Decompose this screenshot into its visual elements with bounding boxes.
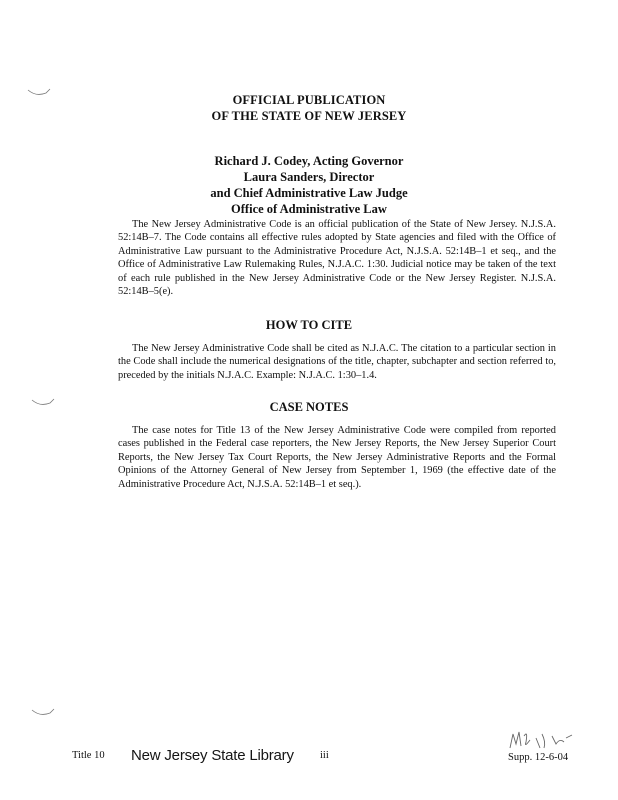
- office-line: Office of Administrative Law: [231, 202, 387, 216]
- director-line: Laura Sanders, Director: [243, 170, 375, 184]
- intro-text: The New Jersey Administrative Code is an official publication of the State of New Jersey. N.J.S.A. 52:14B–7. The Code contains all effective rules adopted by State agencies and filed with the Office of Administrative Law pursuant to the Administrative Procedure Act, N.J.S.A. 52:14B–1 et seq., and the Office of Administrative Law Rulemaking Rules, N.J.A.C. 1:30. Judicial notice may be taken of the text of each rule published in the New Jersey Administrative Code or the New Jersey Register. N.J.S.A. 52:14B–5(e).: [118, 219, 556, 298]
- page-number: iii: [320, 750, 329, 761]
- handwritten-initials: [506, 726, 576, 754]
- title-line-1: OFFICIAL PUBLICATION: [232, 93, 386, 107]
- how-to-cite-heading: HOW TO CITE: [265, 318, 353, 332]
- how-to-cite-text: The New Jersey Administrative Code shall be cited as N.J.A.C. The citation to a particular section in the Code shall include the numerical designations of the title, chapter, subchapter and section referred to, preceded by the initials N.J.A.C. Example: N.J.A.C. 1:30–1.4.: [118, 343, 556, 381]
- officials-block: [0, 153, 618, 217]
- title-line-2: OF THE STATE OF NEW JERSEY: [211, 109, 407, 123]
- case-notes-heading: CASE NOTES: [269, 400, 349, 414]
- footer-title: Title 10: [72, 750, 105, 761]
- publication-title: [0, 92, 618, 124]
- intro-paragraph: [118, 218, 556, 298]
- judge-line: and Chief Administrative Law Judge: [210, 186, 408, 200]
- case-notes-paragraph: [118, 424, 556, 491]
- case-notes-text: The case notes for Title 13 of the New Jersey Administrative Code were compiled from reported cases published in the Federal case reporters, the New Jersey Reports, the New Jersey Superior Court Reports, the New Jersey Tax Court Reports, the New Jersey Administrative Reports and the Formal Opinions of the Attorney General of New Jersey from September 1, 1969 (the effective date of the Administrative Procedure Act, N.J.S.A. 52:14B–1 et seq.).: [118, 425, 556, 490]
- supplement-date: Supp. 12-6-04: [508, 752, 569, 763]
- how-to-cite-paragraph: [118, 342, 556, 382]
- library-stamp: New Jersey State Library: [131, 747, 294, 764]
- governor-line: Richard J. Codey, Acting Governor: [214, 154, 404, 168]
- punch-mark-bottom: [30, 706, 56, 718]
